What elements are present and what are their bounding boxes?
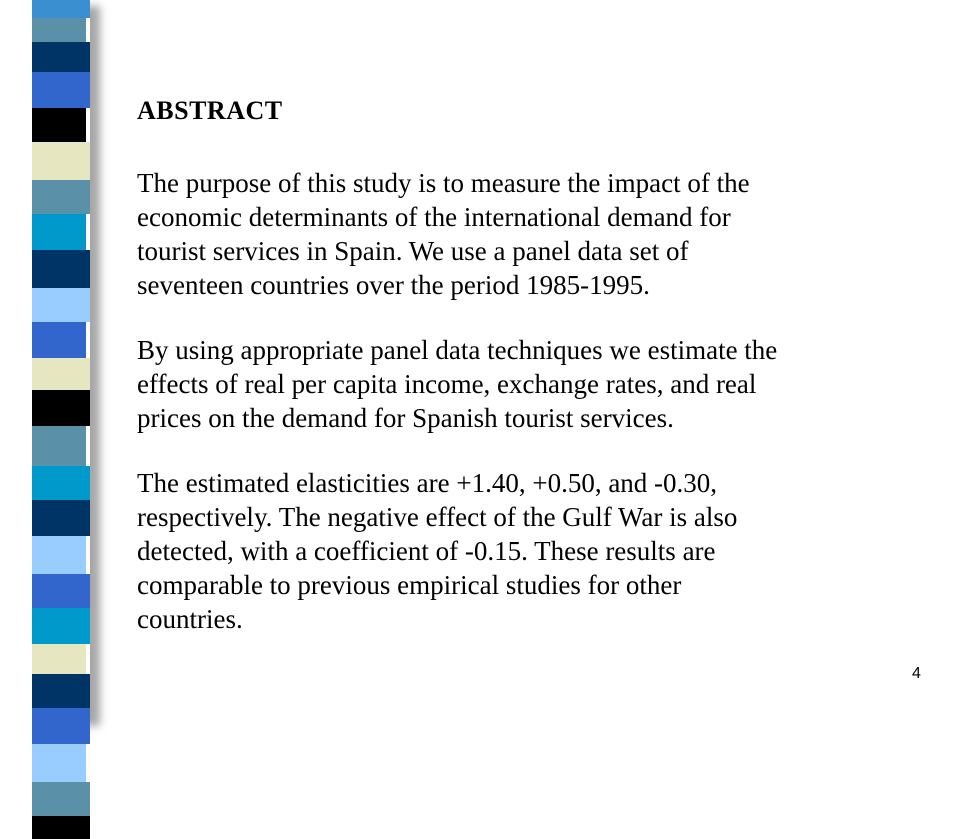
stripe-segment — [32, 816, 90, 839]
stripe-segment — [32, 358, 90, 390]
stripe-segment — [32, 42, 90, 72]
stripe-segment — [32, 574, 90, 608]
decorative-stripe-bar — [32, 0, 90, 720]
stripe-segment — [32, 0, 90, 18]
stripe-segment — [32, 426, 86, 466]
stripe-segment — [32, 322, 86, 358]
stripe-segment — [32, 390, 90, 426]
abstract-paragraph-results: The estimated elasticities are +1.40, +0.50, and -0.30, respectively. The negative effect of the Gulf War is also detected, with a coefficient of -0.15. These results are comparable to previous empirical studies for other countries. — [137, 468, 738, 634]
page-number: 4 — [912, 665, 921, 682]
stripe-segment — [32, 744, 86, 782]
stripe-segment — [32, 674, 90, 708]
stripe-segment — [32, 782, 90, 816]
stripe-segment — [32, 250, 90, 288]
stripe-segment — [32, 708, 90, 744]
abstract-paragraph-methods: By using appropriate panel data techniques we estimate the effects of real per capita income, exchange rates, and real prices on the demand for Spanish tourist services. — [137, 335, 778, 433]
stripe-segment — [32, 214, 86, 250]
abstract-paragraph-purpose: The purpose of this study is to measure the impact of the economic determinants of the international demand for tourist services in Spain. We use a panel data set of seventeen countries over the period 1985-1995. — [137, 168, 750, 300]
stripe-segment — [32, 142, 90, 180]
stripe-segment — [32, 608, 90, 644]
stripe-segment — [32, 536, 86, 574]
stripe-segment — [32, 72, 90, 108]
stripe-segment — [32, 180, 90, 214]
slide-title: ABSTRACT — [137, 96, 283, 125]
stripe-segment — [32, 18, 86, 42]
stripe-segment — [32, 108, 86, 142]
stripe-segment — [32, 500, 90, 536]
stripe-segment — [32, 644, 86, 674]
stripe-segment — [32, 466, 90, 500]
stripe-segment — [32, 288, 90, 322]
